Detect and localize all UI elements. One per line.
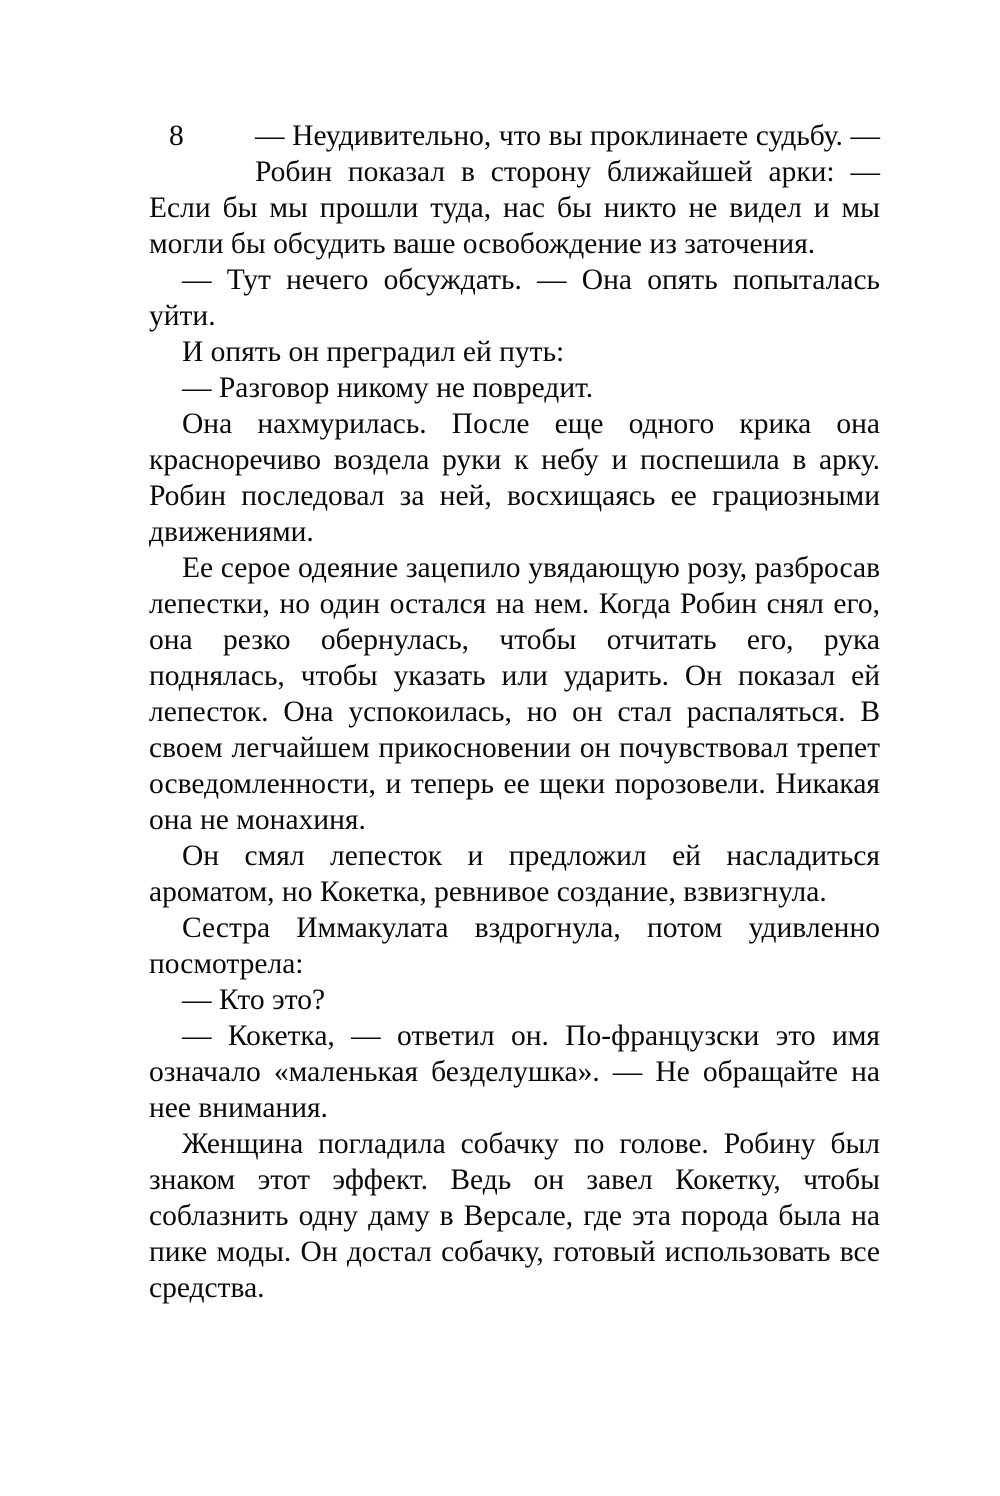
paragraph: И опять он преградил ей путь: [182, 336, 565, 368]
paragraph: — Тут нечего обсуждать. — Она опять попыталась уйти. [149, 264, 880, 332]
text-content [149, 118, 880, 1306]
paragraph: Она нахмурилась. После еще одного крика она красноречиво воздела руки к небу и поспешила в арку. Робин последовал за ней, восхищаясь ее грациозными движениями. [149, 408, 880, 548]
page-number: 8 [169, 120, 184, 152]
paragraph: Ее серое одеяние зацепило увядающую розу, разбросав лепестки, но один остался на нем. Когда Робин снял его, она резко обернулась, чтобы отчитать его, рука поднялась, чтобы указать или ударить. Он показал ей лепесток. Она успокоилась, но он стал распаляться. В своем легчайшем прикосновении он почувствовал трепет осведомленности, и теперь ее щеки порозовели. Никакая она не монахиня. [149, 552, 880, 836]
paragraph-text: — Неудивительно, что вы проклинаете судьбу. — Робин показал в сторону ближайшей арки: — Если бы мы прошли туда, нас бы никто не видел и мы могли бы обсудить ваше освобождение из заточения. [149, 120, 880, 260]
paragraph: — Кто это? [182, 984, 326, 1016]
paragraph: Он смял лепесток и предложил ей насладиться ароматом, но Кокетка, ревнивое создание, взвизгнула. [149, 840, 880, 908]
paragraph: — Кокетка, — ответил он. По-французски это имя означало «маленькая безделушка». — Не обращайте на нее внимания. [149, 1020, 880, 1124]
paragraph: — Разговор никому не повредит. [182, 372, 594, 404]
page-number-box [149, 118, 255, 188]
paragraph: Женщина погладила собачку по голове. Робину был знаком этот эффект. Ведь он завел Кокетку, чтобы соблазнить одну даму в Версале, где эта порода была на пике моды. Он достал собачку, готовый использовать все средства. [149, 1128, 880, 1304]
paragraph [149, 118, 880, 262]
paragraph: Сестра Иммакулата вздрогнула, потом удивленно посмотрела: [149, 912, 880, 980]
